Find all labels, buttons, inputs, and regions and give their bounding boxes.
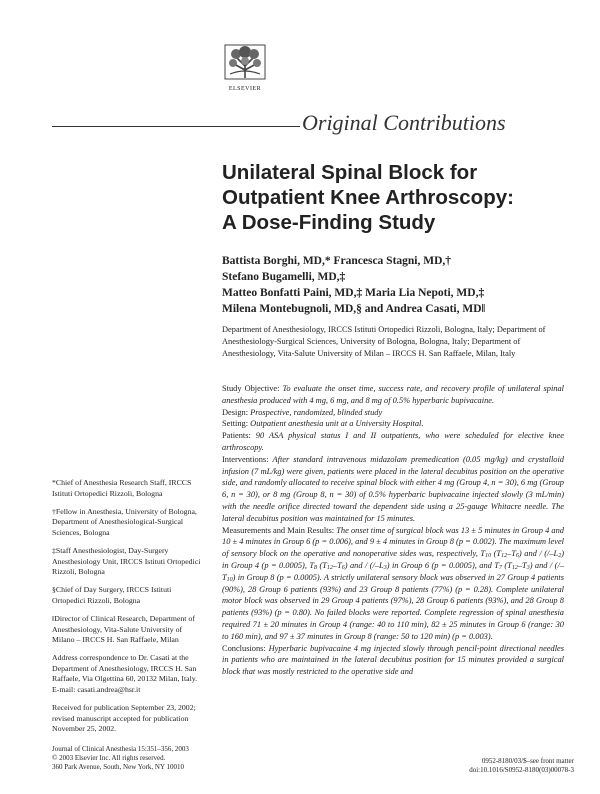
results-text-d: in Group 8 (p = 0.0005). A strictly unilateral sensory block was observed in 27 Group 4 patients (90%), 28 Group 6 patients (93%) and 23 Group 8 patients (77%) (p = 0.28). Complete unilateral motor block was observed in 29 Group 4 patients (97%), 28 Group 6 patients (93%), and 28 Group 8 patients (93%) (p = 0.80). No failed blocks were reported. Complete regression of spinal anesthesia required 71 ± 20 minutes in Group 4 (range: 40 to 110 min), 82 ± 25 minutes in Group 6 (range: 30 to 160 min), and 97 ± 37 minutes in Group 8 (range: 50 to 120 min) (p = 0.003).: [222, 572, 564, 641]
publisher-name: ELSEVIER: [228, 86, 262, 92]
footer-line: © 2003 Elsevier Inc. All rights reserved.: [52, 753, 166, 762]
title-line: Outpatient Knee Arthroscopy:: [222, 186, 514, 209]
abstract-objective: [222, 383, 564, 407]
author-line: Battista Borghi, MD,* Francesca Stagni, MD,†: [222, 255, 452, 267]
correspondence-note: Address correspondence to Dr. Casati at the Department of Anesthesiology, IRCCS H. San Raffaele, Via Olgettina 60, 20132 Milan, Italy. E-mail: casati.andrea@hsr.it: [52, 653, 198, 694]
footnote: *Chief of Anesthesia Research Staff, IRCCS Istituti Ortopedici Rizzoli, Bologna: [52, 478, 192, 498]
footnote: §Chief of Day Surgery, IRCCS Istituti Ortopedici Rizzoli, Bologna: [52, 585, 172, 605]
footnote: ‡Staff Anesthesiologist, Day-Surgery Anesthesiology Unit, IRCCS Istituti Ortopedici Rizzoli, Bologna: [52, 545, 201, 577]
abstract-patients: [222, 430, 564, 454]
section-heading: Original Contributions: [302, 110, 506, 135]
design-label: Design:: [222, 407, 249, 417]
abstract-conclusions: [222, 643, 564, 678]
doi-line: doi:10.1016/S0952-8180(03)00078-3: [469, 765, 574, 774]
received-note: Received for publication September 23, 2002; revised manuscript accepted for publication November 25, 2002.: [52, 703, 196, 734]
author-line: Milena Montebugnoli, MD,§ and Andrea Casati, MD‖: [222, 303, 486, 315]
interventions-label: Interventions:: [222, 454, 269, 464]
article-title: [222, 160, 562, 235]
issn-line: 0952-8180/03/$–see front matter: [481, 757, 574, 765]
setting-text: Outpatient anesthesia unit at a University Hospital.: [250, 419, 424, 429]
title-line: Unilateral Spinal Block for: [222, 161, 478, 184]
design-text: Prospective, randomized, blinded study: [250, 407, 383, 417]
footer-line: Journal of Clinical Anesthesia 15:351–356, 2003: [52, 745, 189, 753]
abstract-interventions: [222, 454, 564, 525]
author-list: [222, 253, 562, 317]
affiliation: Department of Anesthesiology, IRCCS Istituti Ortopedici Rizzoli, Bologna, Italy; Department of Anesthesiology-Surgical Sciences, University of Bologna, Bologna, Italy; Department of Anesthesiology, Vita-Salute University of Milan – IRCCS H. San Raffaele, Milan, Italy: [222, 325, 546, 358]
results-label: Measurements and Main Results:: [222, 525, 335, 535]
section-rule: [52, 126, 300, 127]
patients-label: Patients:: [222, 431, 251, 441]
footnote: ‖Director of Clinical Research, Department of Anesthesiology, Vita-Salute University of Milano – IRCCS H. San Raffaele, Milan: [52, 613, 195, 645]
abstract-setting: [222, 418, 564, 430]
objective-label: Study Objective:: [222, 384, 280, 393]
objective-text: To evaluate the onset time, success rate, and recovery profile of unilateral spinal anesthesia produced with 4 mg, 6 mg, and 8 mg of 0.5% hyperbaric bupivacaine.: [222, 384, 565, 405]
abstract-results: Measurements and Main Results: The onset time of surgical block was 13 ± 5 minutes in Group 4 and 10 ± 4 minutes in Group 6 (p = 0.006), and 9 ± 4 minutes in Group 8 (p = 0.002). The maximum level of sensory block on the operative and nonoperative sides was, respectively, $T_{10}$ $(T_{12}-T_6)$ and / $(/-L_2)$ in Group 4 (p = 0.0005), $T_8$ $(T_{12}-T_6)$ and / $(/-L_3)$ in Group 6 (p = 0.0005), and $T_7$ $(T_{12}-T_3)$ and / $(/-T_{10})$ in Group 8 (p = 0.0005). A strictly unilateral sensory block was observed in 27 Group 4 patients (90%), 28 Group 6 patients (93%) and 23 Group 8 patients (77%) (p = 0.28). Complete unilateral motor block was observed in 29 Group 4 patients (97%), 28 Group 6 patients (93%), and 28 Group 8 patients (93%) (p = 0.80). No failed blocks were reported. Complete regression of spinal anesthesia required 71 ± 20 minutes in Group 4 (range: 40 to 110 min), 82 ± 25 minutes in Group 6 (range: 30 to 160 min), and 97 ± 37 minutes in Group 8 (range: 50 to 120 min) (p = 0.003).: [222, 525, 564, 641]
conclusions-label: Conclusions:: [222, 643, 266, 653]
results-text-a: The onset time of surgical block was 13 ± 5 minutes in Group 4 and 10 ± 4 minutes in Group 6 (p = 0.006), and 9 ± 4 minutes in Group 8 (p = 0.002). The maximum level of sensory block on the operative and nonoperative sides was, respectively,: [222, 525, 564, 559]
title-line: A Dose-Finding Study: [222, 211, 436, 234]
author-line: Matteo Bonfatti Paini, MD,‡ Maria Lia Nepoti, MD,‡: [222, 287, 485, 299]
interventions-text: After standard intravenous midazolam premedication (0.05 mg/kg) and crystalloid infusion (7 mL/kg) were given, patients were placed in the lateral decubitus position on the operative side, and randomly allocated to receive spinal block with either 4 mg (Group 4, n = 30), 6 mg (Group 6, n = 30), or 8 mg (Group 8, n = 30) of 0.5% hyperbaric bupivacaine injected slowly (3 mL/min) with the needle orifice directed toward the dependent side using a 25-gauge Whitacre needle. The lateral decubitus position was maintained for 15 minutes.: [222, 454, 564, 523]
setting-label: Setting:: [222, 419, 249, 429]
abstract: [222, 383, 564, 678]
results-text-b: in Group 4 (p = 0.0005),: [222, 560, 307, 570]
patients-text: 90 ASA physical status I and II outpatients, who were scheduled for elective knee arthroscopy.: [222, 431, 564, 452]
author-line: Stefano Bugamelli, MD,‡: [222, 271, 346, 283]
footnotes: [52, 478, 206, 742]
conclusions-text: Hyperbaric bupivacaine 4 mg injected slowly through pencil-point directional needles in patients who are maintained in the lateral decubitus position for 15 minutes provided a surgical block that was mostly restricted to the operative side and: [222, 643, 565, 677]
footer-line: 360 Park Avenue, South, New York, NY 10010: [52, 762, 185, 771]
doi-block: [380, 757, 574, 775]
footnote: †Fellow in Anesthesia, University of Bologna, Department of Anesthesiological-Surgical Sciences, Bologna: [52, 506, 197, 537]
results-text-c: in Group 6 (p = 0.0005), and: [391, 560, 492, 570]
abstract-design: [222, 407, 564, 419]
journal-citation: [52, 745, 189, 771]
